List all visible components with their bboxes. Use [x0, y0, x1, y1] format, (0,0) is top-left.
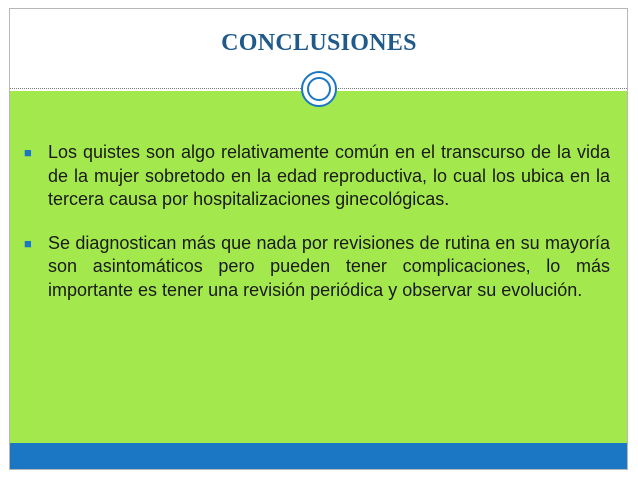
bullet-square-icon: ■	[24, 235, 32, 251]
slide-title: CONCLUSIONES	[221, 30, 417, 56]
circle-ornament-icon	[301, 71, 337, 107]
bullet-text: Se diagnostican más que nada por revisiones de rutina en su mayoría son asintomáticos pero pueden tener complicaciones, lo más importante es tener una revisión periódica y observar su evolución.	[48, 232, 610, 300]
bullet-item	[10, 141, 610, 212]
bullet-square-icon: ■	[24, 145, 32, 160]
bullet-text: Los quistes son algo relativamente común en el transcurso de la vida de la mujer sobretodo en la edad reproductiva, lo cual los ubica en la tercera causa por hospitalizaciones ginecológicas.	[48, 142, 610, 209]
footer-bar	[10, 443, 627, 469]
bullet-item	[10, 232, 610, 303]
bullet-list	[10, 141, 610, 322]
inner-circle-icon	[307, 77, 331, 101]
